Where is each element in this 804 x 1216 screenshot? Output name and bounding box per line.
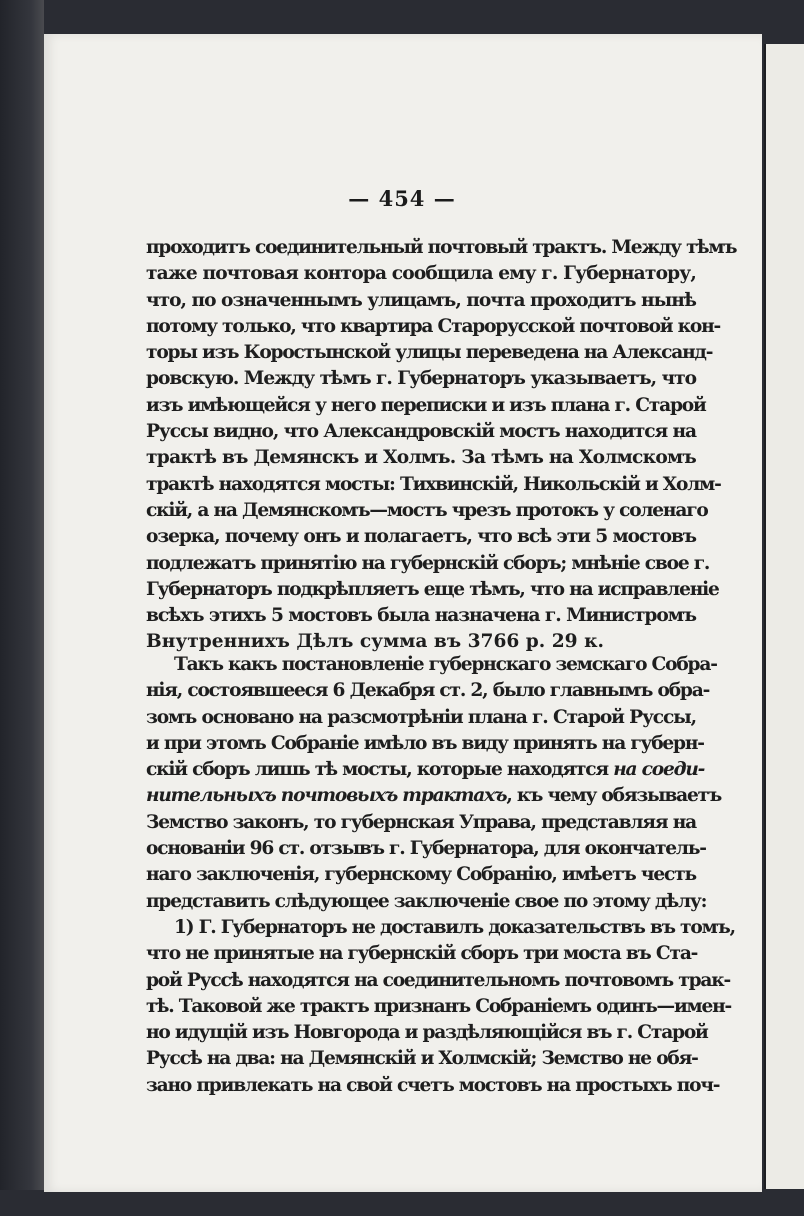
scan-background-left bbox=[0, 0, 44, 1216]
text-line: нія, состоявшееся 6 Декабря ст. 2, было главнымъ обра- bbox=[146, 680, 710, 702]
text-line: Земство законъ, то губернская Управа, представляя на bbox=[146, 811, 696, 833]
text-line: ровскую. Между тѣмъ г. Губернаторъ указываетъ, что bbox=[146, 368, 696, 390]
text-line bbox=[146, 783, 722, 809]
text-line: что, по означеннымъ улицамъ, почта проходитъ нынѣ bbox=[146, 289, 696, 311]
text-line: тѣ. Таковой же трактъ признанъ Собраніемъ одинъ—имен- bbox=[146, 995, 732, 1017]
scan-background-bottom bbox=[0, 1190, 804, 1216]
text-line: но идущій изъ Новгорода и раздѣляющійся въ г. Старой bbox=[146, 1022, 708, 1044]
text-segment: , къ чему обязываетъ bbox=[506, 785, 722, 807]
text-line: и при этомъ Собраніе имѣло въ виду принять на губерн- bbox=[146, 732, 704, 754]
text-line: наго заключенія, губернскому Собранію, имѣетъ честь bbox=[146, 864, 696, 886]
text-line: основаніи 96 ст. отзывъ г. Губернатора, для окончатель- bbox=[146, 838, 706, 860]
italic-segment: нительныхъ почтовыхъ трактахъ bbox=[146, 785, 507, 807]
text-line: проходитъ соединительный почтовый трактъ. Между тѣмъ bbox=[146, 237, 737, 258]
scan-background-top bbox=[0, 0, 804, 34]
text-line bbox=[146, 757, 705, 783]
italic-segment: на соеди- bbox=[613, 759, 705, 781]
text-line: скій, а на Демянскомъ—мостъ чрезъ протокъ у соленаго bbox=[146, 499, 708, 521]
text-line: трактѣ въ Демянскъ и Холмъ. За тѣмъ на Холмскомъ bbox=[146, 447, 696, 469]
text-line: торы изъ Коростынской улицы переведена на Александ- bbox=[146, 342, 713, 364]
next-page-edge bbox=[764, 44, 804, 1189]
text-line: Руссѣ на два: на Демянскій и Холмскій; Земство не обя- bbox=[146, 1048, 698, 1070]
text-line: изъ имѣющейся у него переписки и изъ плана г. Старой bbox=[146, 394, 706, 416]
text-line: Внутреннихъ Дѣлъ сумма въ 3766 р. 29 к. bbox=[146, 631, 604, 653]
text-line: Руссы видно, что Александровскій мостъ находится на bbox=[146, 421, 696, 443]
text-line: трактѣ находятся мосты: Тихвинскій, Никольскій и Холм- bbox=[146, 473, 721, 495]
paragraph-1 bbox=[146, 235, 737, 656]
text-line: 1) Г. Губернаторъ не доставилъ доказательствъ въ томъ, bbox=[174, 916, 735, 938]
text-line: Такъ какъ постановленіе губернскаго земскаго Собра- bbox=[174, 654, 717, 675]
text-line: рой Руссѣ находятся на соединительномъ почтовомъ трак- bbox=[146, 969, 730, 991]
text-line: всѣхъ этихъ 5 мостовъ была назначена г. Министромъ bbox=[146, 605, 696, 627]
page-number: — 454 — bbox=[348, 186, 456, 211]
text-line: что не принятые на губернскій сборъ три моста въ Ста- bbox=[146, 943, 698, 965]
text-line: представить слѣдующее заключеніе свое по этому дѣлу: bbox=[146, 890, 707, 912]
text-line: озерка, почему онъ и полагаетъ, что всѣ эти 5 мостовъ bbox=[146, 526, 696, 548]
text-line: подлежатъ принятію на губернскій сборъ; мнѣніе свое г. bbox=[146, 552, 710, 574]
text-line: таже почтовая контора сообщила ему г. Губернатору, bbox=[146, 263, 696, 285]
text-line: зомъ основано на разсмотрѣніи плана г. Старой Руссы, bbox=[146, 706, 696, 728]
paragraph-2 bbox=[146, 652, 735, 1099]
text-line: потому только, что квартира Старорусской почтовой кон- bbox=[146, 315, 721, 337]
text-line: зано привлекать на свой счетъ мостовъ на простыхъ поч- bbox=[146, 1074, 720, 1096]
text-segment: скій сборъ лишь тѣ мосты, которые находятся bbox=[146, 759, 614, 781]
text-line: Губернаторъ подкрѣпляетъ еще тѣмъ, что на исправленіе bbox=[146, 578, 719, 600]
